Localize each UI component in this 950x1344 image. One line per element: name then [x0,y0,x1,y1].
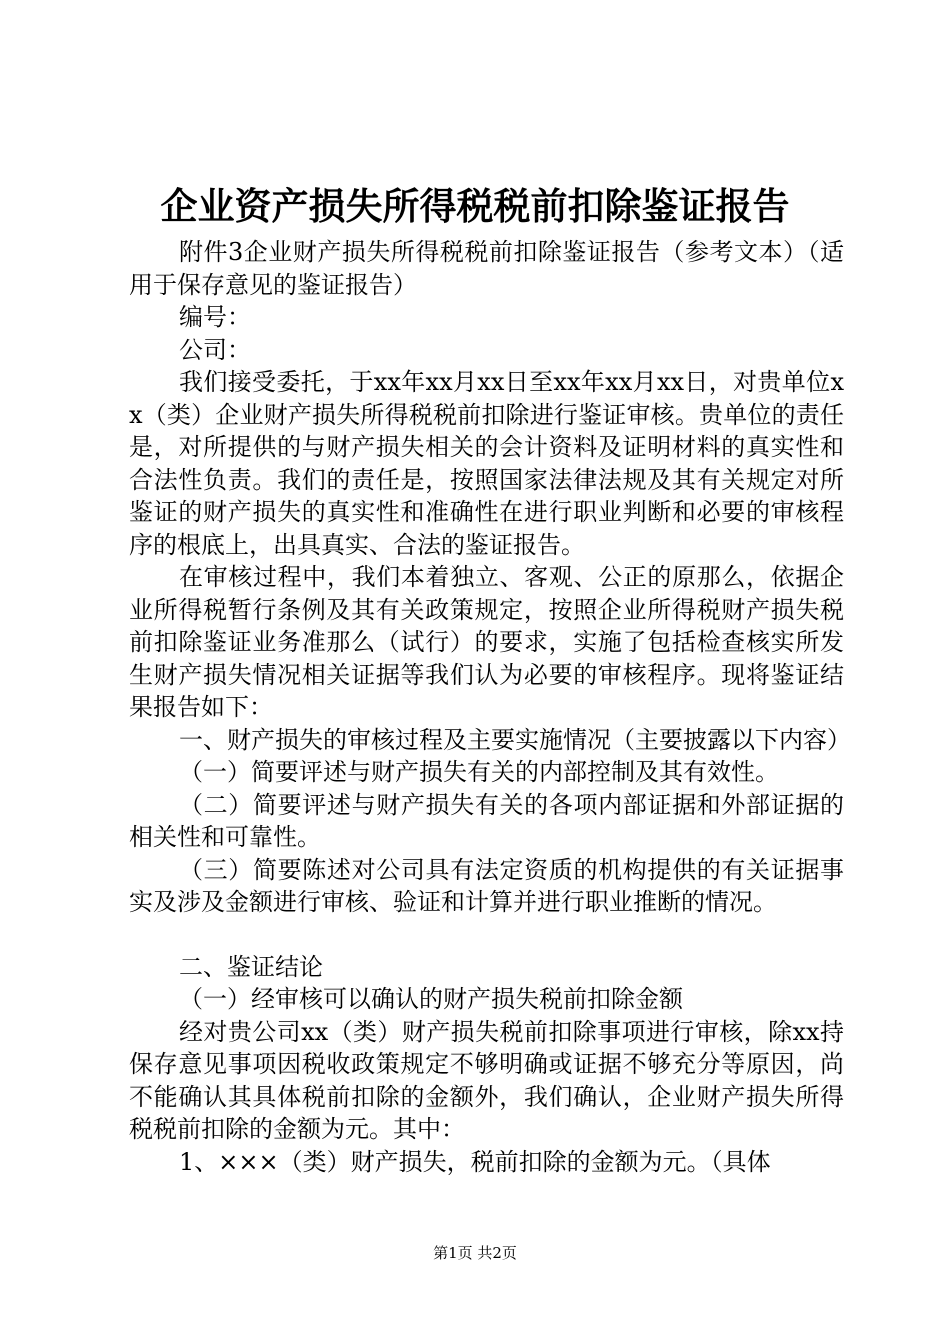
company-label: 公司： [179,335,251,364]
subsection-1-1: （一）简要评述与财产损失有关的内部控制及其有效性。 [179,758,779,786]
paragraph-conclusion: 经对贵公司xx（类）财产损失税前扣除事项进行审核，除xx持保存意见事项因税收政策规定不够明确或证据不够充分等原因，尚不能确认其具体税前扣除的金额外，我们确认，企业财产损失所得税税前扣除的金额为元。其中： [129,1017,844,1143]
document-title: 企业资产损失所得税税前扣除鉴证报告 [160,184,790,228]
paragraph-engagement: 我们接受委托，于xx年xx月xx日至xx年xx月xx日，对贵单位xx（类）企业财产损失所得税税前扣除进行鉴证审核。贵单位的责任是，对所提供的与财产损失相关的会计资料及证明材料的真实性和合法性负责。我们的责任是，按照国家法律法规及其有关规定对所鉴证的财产损失的真实性和准确性在进行职业判断和必要的审核程序的根底上，出具真实、合法的鉴证报告。 [129,368,844,559]
document-body [129,236,851,1178]
page-footer: 第1页 共2页 [433,1244,517,1262]
subsection-1-3: （三）简要陈述对公司具有法定资质的机构提供的有关证据事实及涉及金额进行审核、验证和计算并进行职业推断的情况。 [129,855,844,916]
section-heading-2: 二、鉴证结论 [179,952,323,981]
paragraph-audit-process: 在审核过程中，我们本着独立、客观、公正的原那么，依据企业所得税暂行条例及其有关政策规定，按照企业所得税财产损失税前扣除鉴证业务准那么（试行）的要求，实施了包括检查核实所发生财产损失情况相关证据等我们认为必要的审核程序。现将鉴证结果报告如下： [129,563,844,721]
serial-number-label: 编号： [179,303,251,331]
subsection-2-1: （一）经审核可以确认的财产损失税前扣除金额 [179,985,683,1013]
attachment-heading: 附件3企业财产损失所得税税前扣除鉴证报告（参考文本）（适用于保存意见的鉴证报告） [129,238,844,299]
paragraph-item-1: 1、×××（类）财产损失，税前扣除的金额为元。（具体 [179,1147,771,1176]
section-heading-1: 一、财产损失的审核过程及主要实施情况（主要披露以下内容） [179,725,851,754]
subsection-1-2: （二）简要评述与财产损失有关的各项内部证据和外部证据的相关性和可靠性。 [129,790,844,851]
